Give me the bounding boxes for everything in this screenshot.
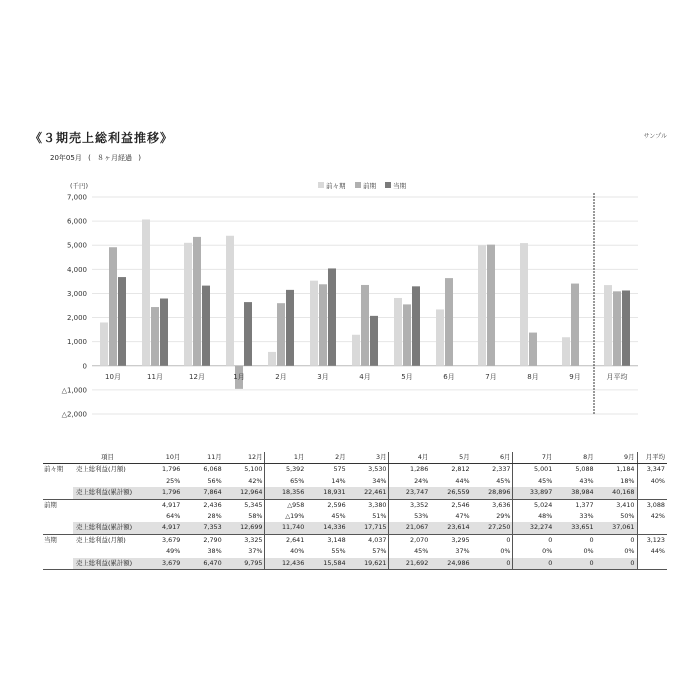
y-tick-label: 3,000: [66, 289, 87, 298]
x-tick-label: 7月: [485, 372, 497, 381]
table-cell: 37%: [455, 547, 470, 556]
row-item-label: [73, 546, 141, 557]
header-cell: 9月: [596, 452, 637, 464]
table-cell: 4,917: [141, 522, 182, 534]
row-item-label: 売上総利益(累計額): [73, 558, 141, 570]
table-cell: [637, 558, 667, 570]
period-paren-close: ): [138, 154, 141, 162]
bar: [622, 290, 630, 365]
table-cell: 22,461: [348, 487, 389, 499]
table-cell: 14%: [331, 476, 346, 485]
table-cell: 21,067: [389, 522, 430, 534]
table-cell: 47%: [455, 512, 470, 521]
table-cell: 40%: [637, 476, 667, 487]
table-cell: 3,530: [348, 464, 389, 476]
row-group-label: [43, 546, 73, 557]
table-cell: 64%: [166, 512, 181, 521]
table-row: [43, 511, 667, 522]
bar: [571, 284, 579, 366]
table-cell: 53%: [389, 511, 430, 522]
legend-label: 前期: [363, 182, 376, 190]
table-cell: 3,636: [472, 499, 513, 511]
row-group-label: [43, 558, 73, 570]
table-cell: 37,061: [596, 522, 637, 534]
row-item-label: [73, 476, 141, 487]
table-cell: 2,596: [306, 499, 347, 511]
table-cell: 3,088: [637, 499, 667, 511]
table-cell: 0: [513, 558, 554, 570]
table-cell: 28,896: [472, 487, 513, 499]
table-cell: 0: [554, 558, 595, 570]
header-cell: 4月: [389, 452, 430, 464]
row-group-label: [43, 476, 73, 487]
table-cell: 3,347: [637, 464, 667, 476]
table-cell: 33,651: [554, 522, 595, 534]
row-group-label: 前期: [43, 499, 73, 511]
table-row: [43, 522, 667, 534]
row-item-label: 売上総利益(月額): [73, 464, 141, 476]
bar: [286, 290, 294, 366]
header-cell: 7月: [513, 452, 554, 464]
table-cell: △958: [265, 499, 306, 511]
table-cell: 55%: [331, 547, 346, 556]
table-cell: 1,377: [554, 499, 595, 511]
page-title: 《３期売上総利益推移》: [30, 131, 174, 145]
table-row: [43, 499, 667, 511]
data-table-wrap: [43, 452, 667, 570]
header-cell: 2月: [306, 452, 347, 464]
table-cell: 0: [596, 534, 637, 546]
bar: [310, 281, 318, 366]
table-cell: 3,148: [306, 534, 347, 546]
table-cell: 6,068: [182, 464, 223, 476]
table-cell: 18,356: [265, 487, 306, 499]
table-cell: 3,679: [141, 558, 182, 570]
y-tick-label: 6,000: [66, 217, 87, 226]
table-cell: 575: [306, 464, 347, 476]
table-cell: 4,917: [141, 499, 182, 511]
table-cell: 12,964: [224, 487, 265, 499]
table-cell: 2,546: [430, 499, 471, 511]
table-row: [43, 534, 667, 546]
header-item: 項目: [73, 452, 141, 464]
bar: [412, 286, 420, 365]
sample-label: サンプル: [643, 133, 667, 140]
table-cell: 5,001: [513, 464, 554, 476]
table-cell: 3,410: [596, 499, 637, 511]
table-cell: 4,037: [348, 534, 389, 546]
table-cell: 56%: [207, 476, 222, 485]
table-cell: 48%: [513, 511, 554, 522]
row-item-label: 売上総利益(累計額): [73, 487, 141, 499]
table-cell: 24%: [389, 476, 430, 487]
table-cell: 1,286: [389, 464, 430, 476]
table-cell: 0%: [583, 547, 594, 556]
bar: [562, 337, 570, 366]
bar: [151, 307, 159, 366]
x-tick-label: 5月: [401, 372, 413, 381]
table-cell: 3,352: [389, 499, 430, 511]
row-group-label: [43, 487, 73, 499]
x-tick-label: 12月: [189, 372, 205, 381]
table-cell: 15,584: [306, 558, 347, 570]
x-tick-label: 2月: [275, 372, 287, 381]
table-cell: 38%: [207, 547, 222, 556]
row-item-label: [73, 511, 141, 522]
table-cell: 5,100: [224, 464, 265, 476]
table-cell: 11,740: [265, 522, 306, 534]
bar: [160, 299, 168, 366]
table-cell: 45%: [331, 512, 346, 521]
legend-swatch: [355, 182, 361, 188]
table-cell: 0: [596, 558, 637, 570]
bar: [361, 285, 369, 366]
row-group-label: 当期: [43, 534, 73, 546]
table-cell: 0: [513, 534, 554, 546]
header-cell: 6月: [472, 452, 513, 464]
table-cell: 12,699: [224, 522, 265, 534]
table-cell: 27,250: [472, 522, 513, 534]
table-cell: 2,436: [182, 499, 223, 511]
table-cell: 3,380: [348, 499, 389, 511]
table-cell: 26,559: [430, 487, 471, 499]
x-tick-label: 3月: [317, 372, 329, 381]
bar: [487, 245, 495, 366]
table-cell: △19%: [265, 511, 306, 522]
table-cell: [637, 487, 667, 499]
bar: [226, 236, 234, 366]
bar: [244, 302, 252, 366]
y-tick-label: △1,000: [61, 386, 87, 395]
table-cell: 24,986: [430, 558, 471, 570]
x-tick-label: 8月: [527, 372, 539, 381]
table-cell: 3,295: [430, 534, 471, 546]
table-cell: 44%: [637, 546, 667, 557]
bar: [277, 303, 285, 366]
table-cell: 28%: [207, 512, 222, 521]
table-cell: 19,621: [348, 558, 389, 570]
table-cell: 14,336: [306, 522, 347, 534]
bar: [118, 277, 126, 366]
table-cell: 43%: [579, 476, 594, 485]
table-cell: 9,795: [224, 558, 265, 570]
table-cell: 32,274: [513, 522, 554, 534]
legend-swatch: [318, 182, 324, 188]
table-cell: 0: [472, 558, 513, 570]
table-cell: 0%: [500, 547, 511, 556]
table-cell: 18%: [620, 476, 635, 485]
table-cell: 1,796: [141, 487, 182, 499]
table-cell: 40,168: [596, 487, 637, 499]
legend-label: 当期: [393, 182, 406, 190]
table-cell: 58%: [248, 512, 263, 521]
y-tick-label: 5,000: [66, 241, 87, 250]
legend-swatch: [385, 182, 391, 188]
row-item-label: 売上総利益(累計額): [73, 522, 141, 534]
header-cell: 12月: [224, 452, 265, 464]
gross-profit-table: [43, 452, 667, 570]
row-group-label: [43, 522, 73, 534]
y-tick-label: 7,000: [66, 193, 87, 202]
table-cell: 33,897: [513, 487, 554, 499]
x-tick-label: 10月: [105, 372, 121, 381]
bar: [436, 309, 444, 365]
bar: [109, 247, 117, 366]
table-cell: 23,614: [430, 522, 471, 534]
table-cell: 42%: [637, 511, 667, 522]
period-paren-open: (: [88, 154, 91, 162]
x-tick-label: 6月: [443, 372, 455, 381]
bar: [604, 285, 612, 366]
table-cell: 7,353: [182, 522, 223, 534]
table-cell: 18,931: [306, 487, 347, 499]
table-cell: 49%: [166, 547, 181, 556]
table-cell: 5,345: [224, 499, 265, 511]
x-tick-label: 11月: [147, 372, 163, 381]
table-row: [43, 476, 667, 487]
table-row: [43, 558, 667, 570]
y-tick-label: 4,000: [66, 265, 87, 274]
table-cell: 3,123: [637, 534, 667, 546]
table-cell: 42%: [248, 476, 263, 485]
header-cell: 1月: [265, 452, 306, 464]
bar: [520, 243, 528, 366]
table-cell: 45%: [389, 546, 430, 557]
x-tick-label: 4月: [359, 372, 371, 381]
y-tick-label: △2,000: [61, 410, 87, 419]
bar: [529, 333, 537, 366]
table-cell: 50%: [620, 512, 635, 521]
table-cell: 45%: [496, 476, 511, 485]
table-row: [43, 546, 667, 557]
x-tick-label: 月平均: [606, 372, 628, 381]
bar: [445, 278, 453, 366]
table-cell: 2,790: [182, 534, 223, 546]
table-cell: 2,337: [472, 464, 513, 476]
table-cell: 7,864: [182, 487, 223, 499]
header-cell: 11月: [182, 452, 223, 464]
table-row: [43, 464, 667, 476]
table-cell: 2,812: [430, 464, 471, 476]
table-cell: 0%: [513, 546, 554, 557]
table-cell: 44%: [455, 476, 470, 485]
bar: [352, 335, 360, 366]
table-cell: 12,436: [265, 558, 306, 570]
table-cell: 25%: [166, 476, 181, 485]
bar: [370, 316, 378, 366]
table-cell: 65%: [265, 476, 306, 487]
table-cell: 23,747: [389, 487, 430, 499]
table-cell: 57%: [372, 547, 387, 556]
table-row: [43, 487, 667, 499]
x-tick-label: 1月: [233, 372, 245, 381]
table-cell: 5,088: [554, 464, 595, 476]
y-unit-label: (千円): [70, 182, 89, 190]
y-tick-label: 0: [82, 362, 87, 371]
table-cell: 3,679: [141, 534, 182, 546]
table-cell: 33%: [579, 512, 594, 521]
table-cell: 45%: [513, 476, 554, 487]
bar: [184, 243, 192, 366]
table-cell: 5,392: [265, 464, 306, 476]
table-cell: 1,184: [596, 464, 637, 476]
table-cell: 0: [554, 534, 595, 546]
bar: [142, 219, 150, 365]
bar: [202, 286, 210, 366]
y-tick-label: 1,000: [66, 338, 87, 347]
table-cell: 17,715: [348, 522, 389, 534]
table-cell: 34%: [372, 476, 387, 485]
table-cell: 2,070: [389, 534, 430, 546]
table-cell: 51%: [372, 512, 387, 521]
y-tick-label: 2,000: [66, 314, 87, 323]
bar: [328, 268, 336, 365]
table-cell: 37%: [248, 547, 263, 556]
table-header-row: [43, 452, 667, 464]
bar: [100, 322, 108, 365]
x-tick-label: 9月: [569, 372, 581, 381]
bar: [613, 291, 621, 365]
row-group-label: 前々期: [43, 464, 73, 476]
header-blank: [43, 452, 73, 464]
header-cell: 5月: [430, 452, 471, 464]
bar: [193, 237, 201, 366]
period-elapsed: ８ヶ月経過: [97, 154, 133, 162]
header-cell: 10月: [141, 452, 182, 464]
table-cell: 0%: [624, 547, 635, 556]
bar: [394, 298, 402, 366]
bar: [268, 352, 276, 366]
table-cell: 5,024: [513, 499, 554, 511]
header-cell: 8月: [554, 452, 595, 464]
table-cell: 0: [472, 534, 513, 546]
row-item-label: 売上総利益(月額): [73, 534, 141, 546]
table-cell: [637, 522, 667, 534]
table-cell: 2,641: [265, 534, 306, 546]
legend-label: 前々期: [326, 182, 346, 190]
table-cell: 40%: [265, 546, 306, 557]
table-cell: 21,692: [389, 558, 430, 570]
table-cell: 6,470: [182, 558, 223, 570]
bar: [478, 245, 486, 366]
bar: [319, 284, 327, 365]
table-cell: 3,325: [224, 534, 265, 546]
header-cell: 月平均: [637, 452, 667, 464]
bar: [403, 304, 411, 365]
table-cell: 1,796: [141, 464, 182, 476]
table-cell: 38,984: [554, 487, 595, 499]
row-item-label: [73, 499, 141, 511]
period-date: 20年05月: [50, 154, 82, 162]
table-cell: 29%: [496, 512, 511, 521]
header-cell: 3月: [348, 452, 389, 464]
row-group-label: [43, 511, 73, 522]
